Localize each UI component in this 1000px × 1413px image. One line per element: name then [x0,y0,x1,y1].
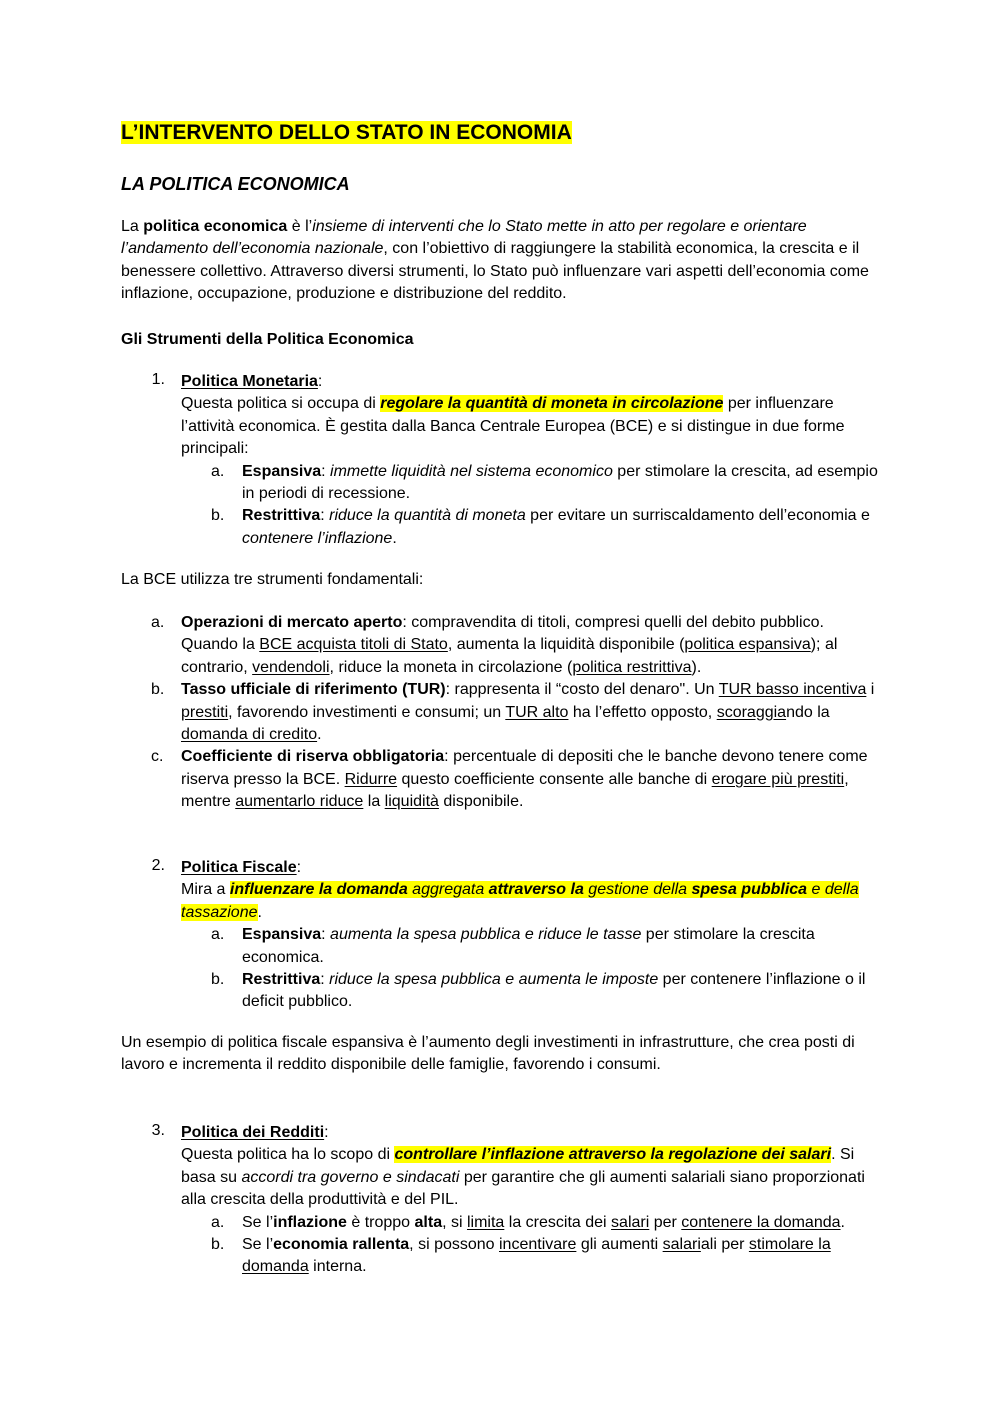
list-item: a. Espansiva: aumenta la spesa pubblica e riduce le tasse per stimolare la crescita economica. [211,926,815,966]
strumenti-heading: Gli Strumenti della Politica Economica [121,331,414,348]
list-item: b. Tasso ufficiale di riferimento (TUR): rappresenta il “costo del denaro". Un TUR basso incentiva i prestiti, favorendo investimenti e consumi; un TUR alto ha l’effetto opposto, scoraggiando la domanda di credito. [151,681,875,744]
politica-monetaria: Politica Monetaria: Questa politica si occupa di regolare la quantità di moneta in circolazione per influenzare l’attività economica. È gestita dalla Banca Centrale Europea (BCE) e si distingue in due forme principali: a. Espansiva: immette liquidità nel sistema economico per stimolare la crescita, ad esempio in periodi di recessione. b. Restrittiva: riduce la quantità di moneta per evitare un surriscaldamento dell’economia e contenere l’inflazione. [181,371,881,550]
document-page [121,118,881,1276]
section-heading: LA POLITICA ECONOMICA [121,174,350,194]
esempio-paragraph: Un esempio di politica fiscale espansiva è l’aumento degli investimenti in infrastrutture, che crea posti di lavoro e incrementa il reddito disponibile delle famiglie, favorendo i consumi. [121,1034,855,1074]
list-item: b. Restrittiva: riduce la quantità di moneta per evitare un surriscaldamento dell’economia e contenere l’inflazione. [211,507,870,547]
list-number: 1. [151,371,165,388]
redditi-description: Questa politica ha lo scopo di controllare l’inflazione attraverso la regolazione dei salari. Si basa su accordi tra governo e sindacati per garantire che gli aumenti salariali siano proporzionati alla crescita della produttività e del PIL. [181,1146,865,1209]
monetaria-description: Questa politica si occupa di regolare la quantità di moneta in circolazione per influenzare l’attività economica. È gestita dalla Banca Centrale Europea (BCE) e si distingue in due forme principali: [181,395,845,458]
list-item: a. Se l’inflazione è troppo alta, si limita la crescita dei salari per contenere la domanda. [211,1213,845,1231]
list-item: a. Espansiva: immette liquidità nel sistema economico per stimolare la crescita, ad esempio in periodi di recessione. [211,462,878,503]
intro-paragraph: La politica economica è l’insieme di interventi che lo Stato mette in atto per regolare e orientare l’andamento dell’economia nazionale, con l’obiettivo di raggiungere la stabilità economica, la crescita e il benessere collettivo. Attraverso diversi strumenti, lo Stato può influenzare vari aspetti dell’economia come inflazione, occupazione, produzione e distribuzione del reddito. [121,218,869,303]
fiscale-description: Mira a influenzare la domanda aggregata attraverso la gestione della spesa pubblica e della tassazione. [181,881,859,921]
politica-fiscale: Politica Fiscale: Mira a influenzare la domanda aggregata attraverso la gestione della spesa pubblica e della tassazione. a. Espansiva: aumenta la spesa pubblica e riduce le tasse per stimolare la crescita economica. b. Restrittiva: riduce la spesa pubblica e aumenta le imposte per contenere l’inflazione o il deficit pubblico. [181,857,881,1014]
list-number: 2. [151,857,165,874]
politica-redditi: Politica dei Redditi: Questa politica ha lo scopo di controllare l’inflazione attraverso la regolazione dei salari. Si basa su accordi tra governo e sindacati per garantire che gli aumenti salariali siano proporzionati alla crescita della produttività e del PIL. a. Se l’inflazione è troppo alta, si limita la crescita dei salari per contenere la domanda. b. Se l’economia rallenta, si possono incentivare gli aumenti salariali per stimolare la domanda interna. [181,1122,881,1279]
bce-strumenti-list [121,612,881,814]
list-item: a. Operazioni di mercato aperto: compravendita di titoli, compresi quelli del debito pubblico. Quando la BCE acquista titoli di Stato, aumenta la liquidità disponibile (politica espansiva); al contrario, vendendoli, riduce la moneta in circolazione (politica restrittiva). [151,614,838,676]
list-item: b. Se l’economia rallenta, si possono incentivare gli aumenti salariali per stimolare la domanda interna. [211,1236,831,1276]
bce-intro: La BCE utilizza tre strumenti fondamentali: [121,571,424,588]
document-title: L’INTERVENTO DELLO STATO IN ECONOMIA [121,121,572,144]
list-number: 3. [151,1122,165,1139]
list-item: c. Coefficiente di riserva obbligatoria: percentuale di depositi che le banche devono tenere come riserva presso la BCE. Ridurre questo coefficiente consente alle banche di erogare più prestiti, mentre aumentarlo riduce la liquidità disponibile. [151,748,868,811]
list-item: b. Restrittiva: riduce la spesa pubblica e aumenta le imposte per contenere l’inflazione o il deficit pubblico. [211,971,866,1011]
